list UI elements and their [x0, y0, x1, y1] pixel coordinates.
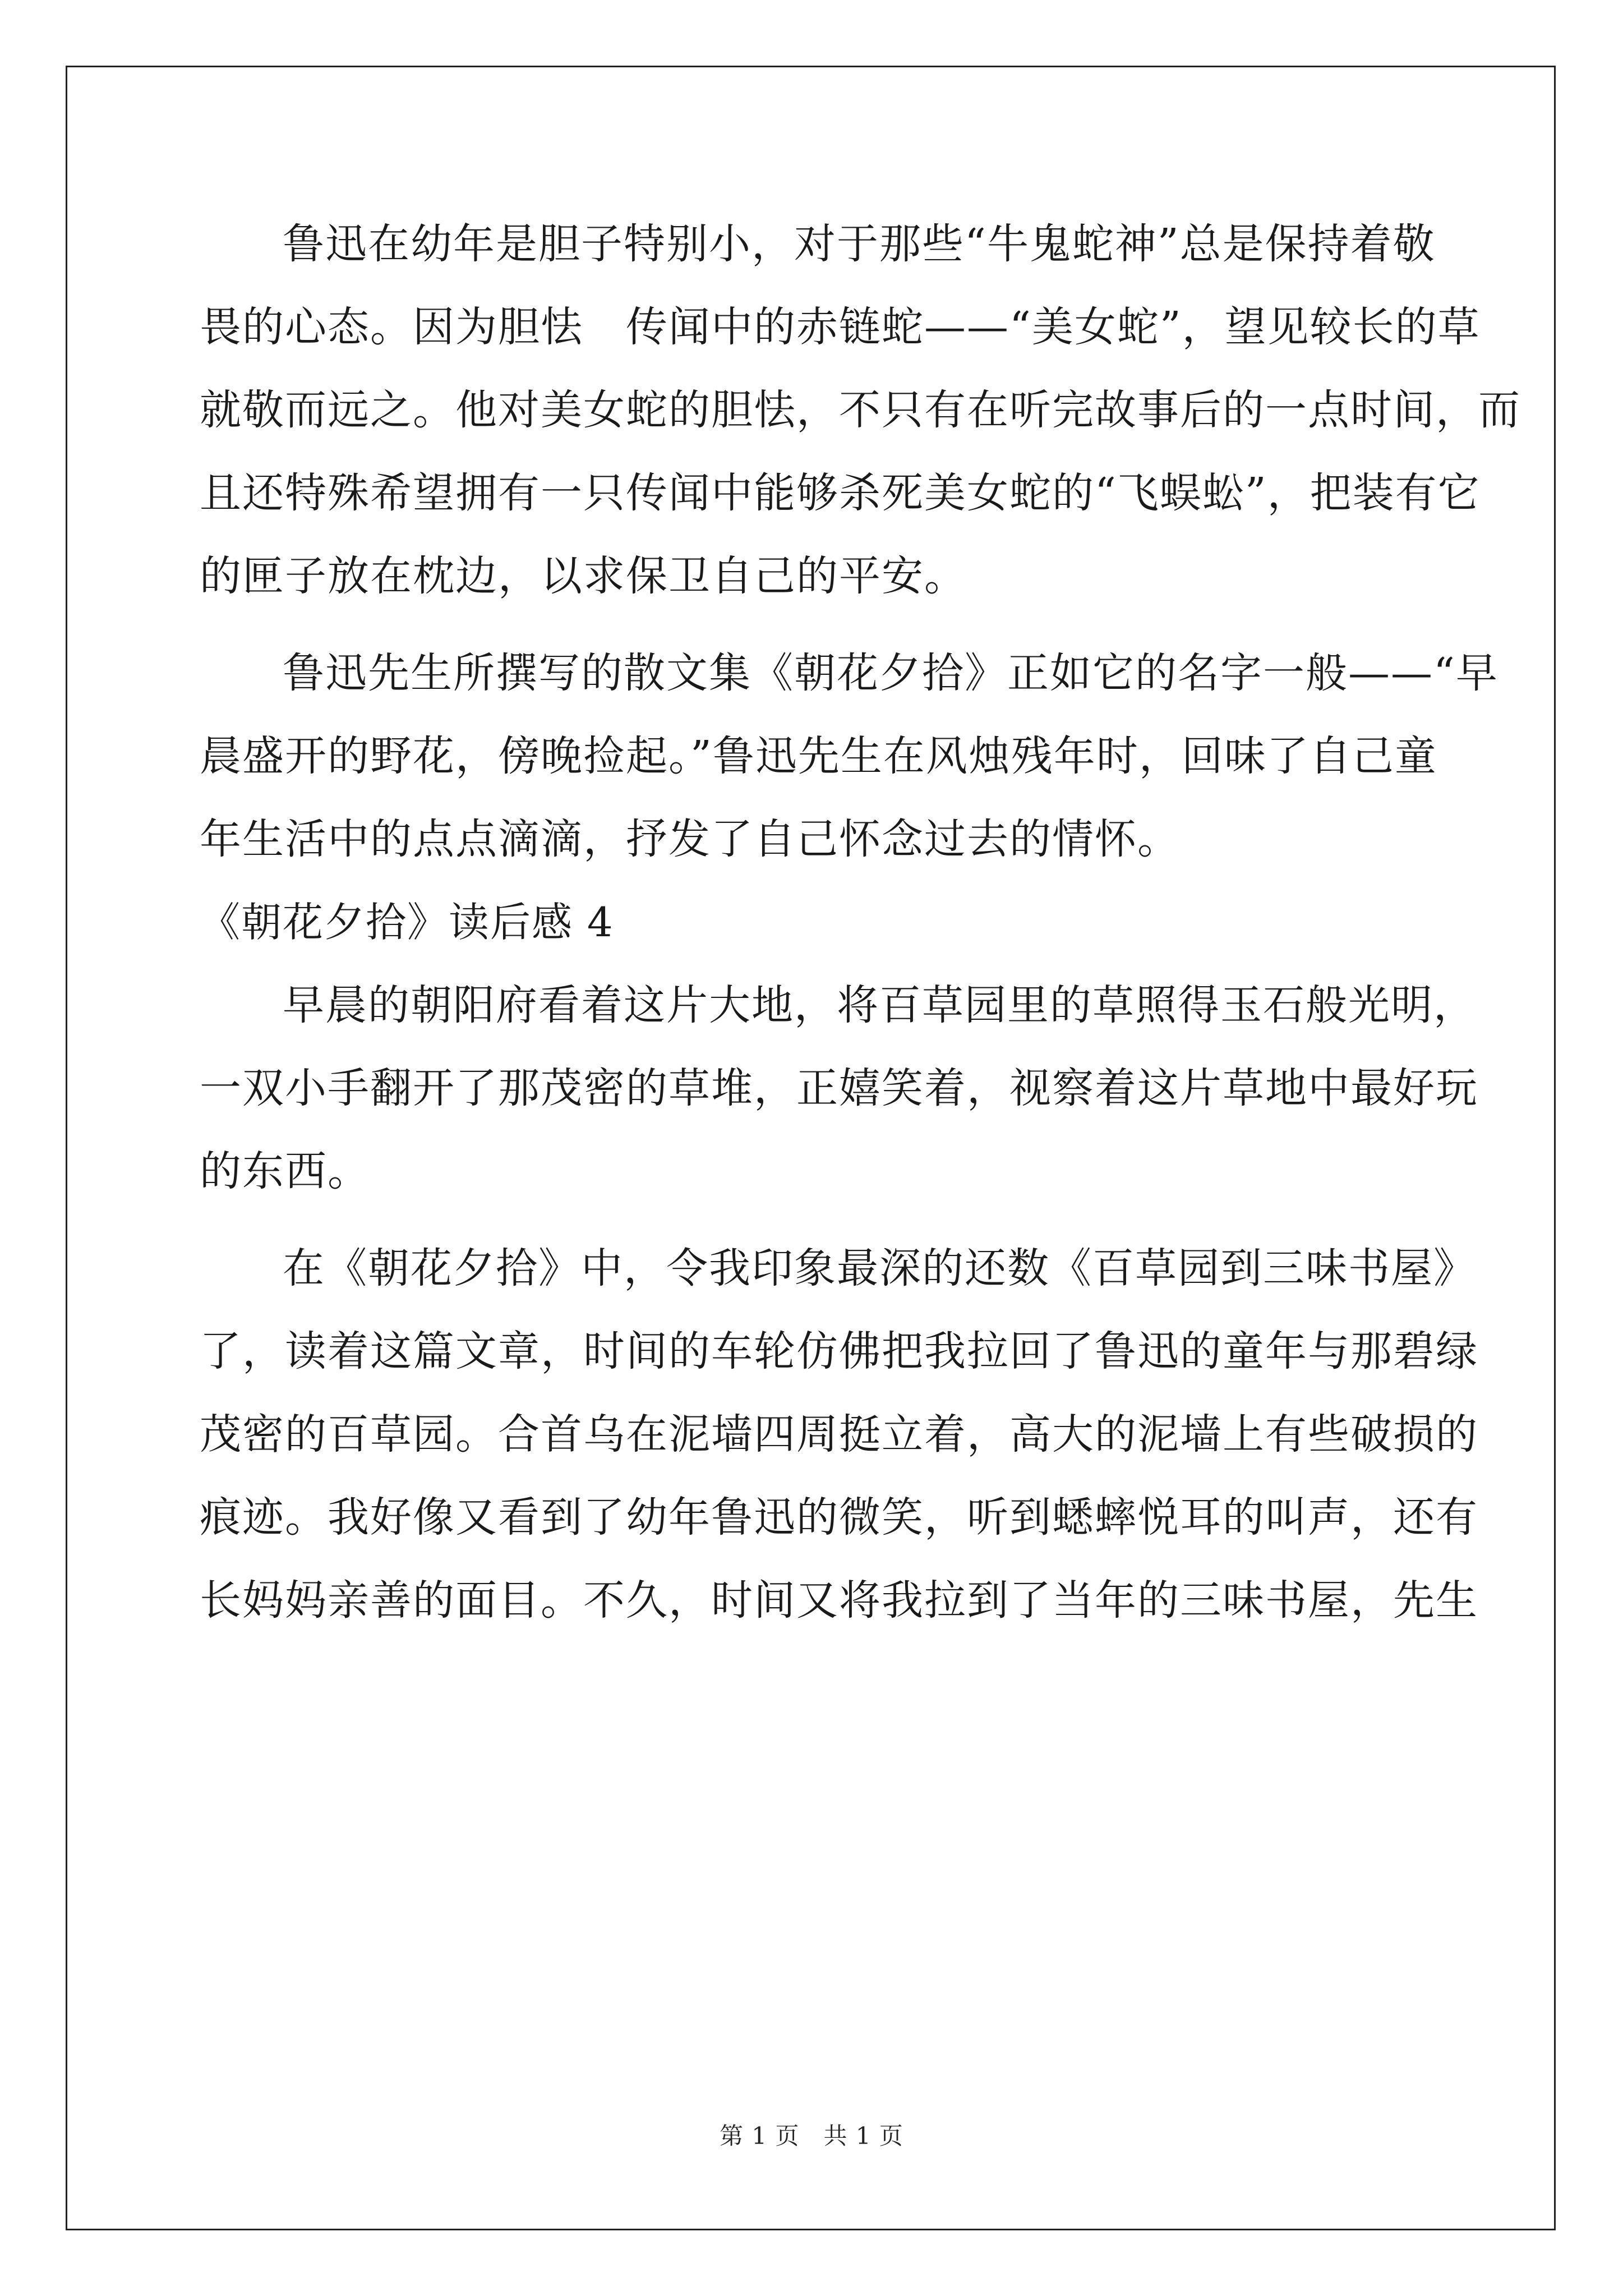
- text-line: 且还特殊希望拥有一只传闻中能够杀死美女蛇的“飞蜈蚣”，把装有它: [200, 469, 1481, 517]
- text-line: 的东西。: [200, 1147, 370, 1195]
- text-line: 的匣子放在枕边，以求保卫自己的平安。: [200, 552, 967, 600]
- text-line: 了，读着这篇文章，时间的车轮仿佛把我拉回了鲁迅的童年与那碧绿: [200, 1327, 1478, 1375]
- text-line: 长妈妈亲善的面目。不久，时间又将我拉到了当年的三味书屋，先生: [200, 1576, 1478, 1625]
- text-line: 鲁迅在幼年是胆子特别小，对于那些“牛鬼蛇神”总是保持着敬: [283, 220, 1436, 268]
- text-line: 早晨的朝阳府看着这片大地，将百草园里的草照得玉石般光明，: [283, 981, 1476, 1029]
- text-line: 晨盛开的野花，傍晚捡起。”鲁迅先生在风烛残年时，回味了自己童: [200, 732, 1437, 780]
- text-line: 年生活中的点点滴滴，抒发了自己怀念过去的情怀。: [200, 815, 1180, 863]
- text-line: 在《朝花夕拾》中，令我印象最深的还数《百草园到三味书屋》: [283, 1244, 1476, 1292]
- page-footer: 第 1 页 共 1 页: [720, 2122, 903, 2150]
- section-heading: 《朝花夕拾》读后感 4: [200, 899, 614, 946]
- text-line: 鲁迅先生所撰写的散文集《朝花夕拾》正如它的名字一般——“早: [283, 649, 1498, 697]
- text-line: 痕迹。我好像又看到了幼年鲁迅的微笑，听到蟋蟀悦耳的叫声，还有: [200, 1493, 1478, 1542]
- text-line: 就敬而远之。他对美女蛇的胆怯，不只有在听完故事后的一点时间，而: [200, 386, 1521, 434]
- text-line: 茂密的百草园。合首乌在泥墙四周挺立着，高大的泥墙上有些破损的: [200, 1410, 1478, 1458]
- text-line: 一双小手翻开了那茂密的草堆，正嬉笑着，视察着这片草地中最好玩: [200, 1064, 1478, 1112]
- text-line: 畏的心态。因为胆怯 传闻中的赤链蛇——“美女蛇”，望见较长的草: [200, 303, 1481, 351]
